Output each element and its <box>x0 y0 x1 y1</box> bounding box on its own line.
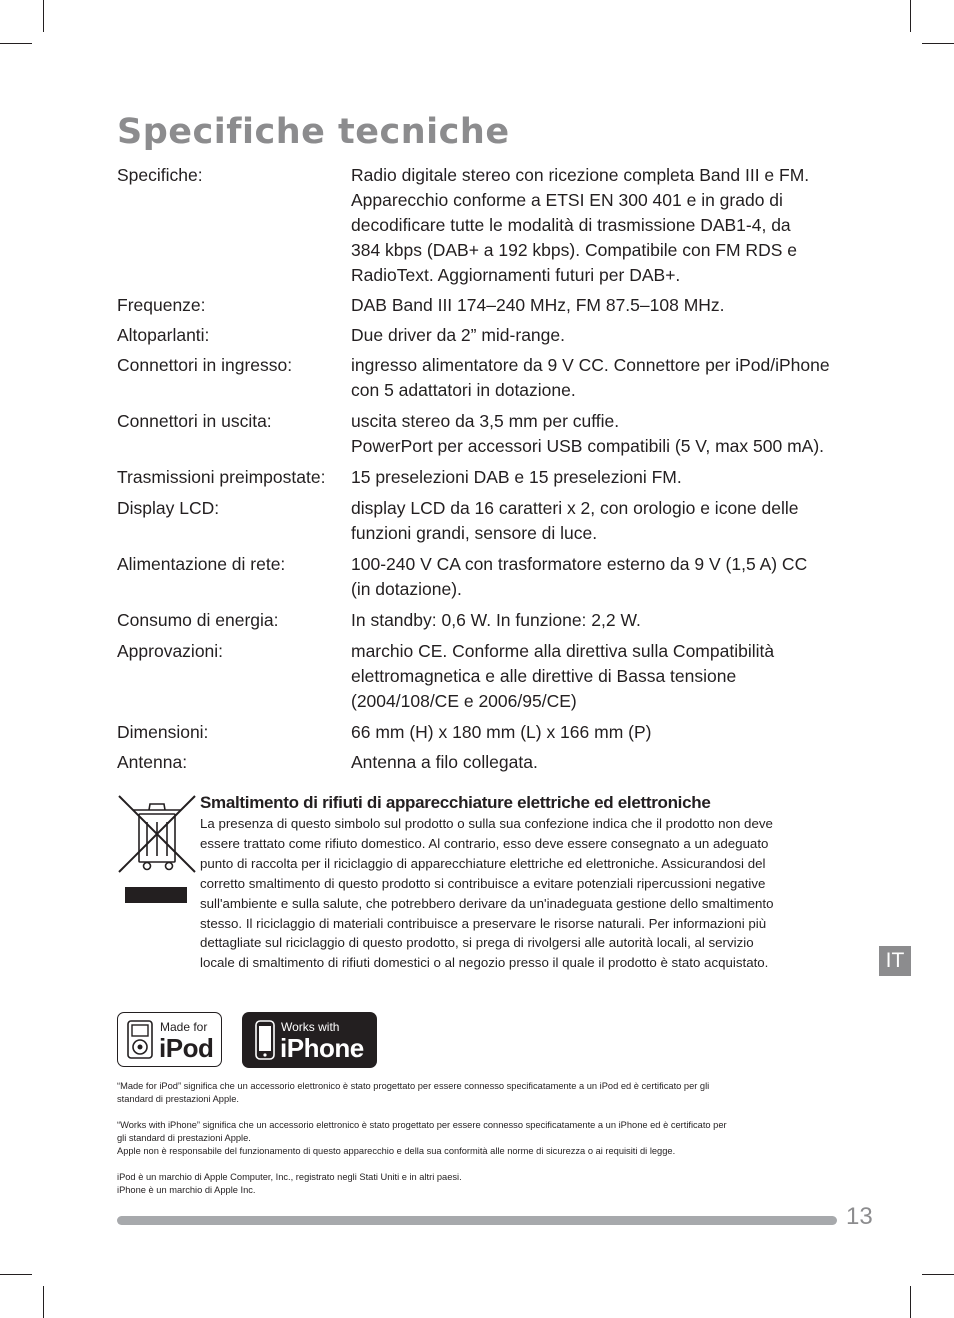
spec-line: decodificare tutte le modalità di trasmissione DAB1-4, da <box>351 215 791 235</box>
page-title: Specifiche tecniche <box>117 112 510 152</box>
spec-line: 100-240 V CA con trasformatore esterno da 9 V (1,5 A) CC <box>351 554 808 574</box>
spec-value <box>351 720 837 745</box>
crop-mark <box>0 1274 32 1275</box>
iphone-device-icon <box>255 1020 275 1060</box>
fine-print-line: “Works with iPhone” significa che un accessorio elettronico è stato progettato per essere connesso specificatamente a un iPhone ed è certificato per <box>117 1120 727 1130</box>
spec-line: uscita stereo da 3,5 mm per cuffie. <box>351 411 620 431</box>
spec-label: Antenna: <box>117 752 188 772</box>
spec-row <box>117 720 837 745</box>
spec-label: Connettori in ingresso: <box>117 355 293 375</box>
crop-mark <box>922 1274 954 1275</box>
spec-table <box>117 163 837 775</box>
spec-line: (in dotazione). <box>351 579 462 599</box>
language-tab: IT <box>879 946 911 976</box>
spec-value <box>351 750 837 775</box>
weee-line: stesso. Il riciclaggio di materiali contribuisce a preservare le risorse naturali. Per informazioni più <box>200 915 767 931</box>
spec-label: Specifiche: <box>117 165 203 185</box>
crop-mark <box>922 43 954 44</box>
spec-line: 15 preselezioni DAB e 15 preselezioni FM. <box>351 467 682 487</box>
spec-line: 66 mm (H) x 180 mm (L) x 166 mm (P) <box>351 722 652 742</box>
spec-value <box>351 163 837 288</box>
spec-line: Apparecchio conforme a ETSI EN 300 401 e in grado di <box>351 190 783 210</box>
spec-line: elettromagnetica e alle direttive di Bassa tensione <box>351 666 737 686</box>
spec-line: Radio digitale stereo con ricezione completa Band III e FM. <box>351 165 810 185</box>
weee-line: corretto smaltimento di questo prodotto si contribuisce a evitare potenziali ripercussioni negative <box>200 875 766 891</box>
fine-print <box>117 1080 837 1197</box>
spec-line: marchio CE. Conforme alla direttiva sulla Compatibilità <box>351 641 775 661</box>
spec-label: Trasmissioni preimpostate: <box>117 467 326 487</box>
spec-label: Altoparlanti: <box>117 325 210 345</box>
spec-value <box>351 293 837 318</box>
weee-line: locale di smaltimento di rifiuti domestici o al negozio presso il quale il prodotto è stato acquistato. <box>200 955 769 971</box>
spec-row <box>117 293 837 318</box>
spec-row <box>117 496 837 546</box>
weee-line: La presenza di questo simbolo sul prodotto o sulla sua confezione indica che il prodotto non deve <box>200 816 773 831</box>
spec-row <box>117 639 837 714</box>
crop-mark <box>0 43 32 44</box>
spec-line: Due driver da 2” mid-range. <box>351 325 565 345</box>
fine-print-line: iPhone è un marchio di Apple Inc. <box>117 1185 256 1195</box>
spec-label: Consumo di energia: <box>117 610 279 630</box>
spec-row <box>117 353 837 403</box>
spec-value <box>351 639 837 714</box>
crop-mark <box>43 0 44 32</box>
spec-line: 384 kbps (DAB+ a 192 kbps). Compatibile con FM RDS e <box>351 240 797 260</box>
spec-line: con 5 adattatori in dotazione. <box>351 380 576 400</box>
weee-line: essere trattato come rifiuto domestico. Al contrario, esso deve essere consegnato a un adeguato <box>200 835 769 851</box>
fine-print-line: gli standard di prestazioni Apple. <box>117 1133 251 1143</box>
spec-line: Antenna a filo collegata. <box>351 752 538 772</box>
spec-value <box>351 323 837 348</box>
weee-body <box>200 814 840 973</box>
crossed-out-bin-icon <box>117 792 197 912</box>
spec-label: Approvazioni: <box>117 641 224 661</box>
spec-value <box>351 409 837 459</box>
badge-big-text: iPod <box>159 1033 214 1063</box>
works-with-iphone-badge <box>242 1012 377 1068</box>
crop-mark <box>910 1286 911 1318</box>
spec-label: Connettori in uscita: <box>117 411 272 431</box>
fine-print-line: “Made for iPod” significa che un accessorio elettronico è stato progettato per essere connesso specificatamente a un iPod ed è certificato per gli <box>117 1081 710 1091</box>
spec-line: display LCD da 16 caratteri x 2, con orologio e icone delle <box>351 498 799 518</box>
fine-print-line: Apple non è responsabile del funzionamento di questo apparecchio e della sua conformità alle norme di sicurezza o ai requisiti di legge. <box>117 1146 676 1156</box>
spec-value <box>351 465 837 490</box>
ipod-device-icon <box>127 1020 153 1059</box>
spec-line: In standby: 0,6 W. In funzione: 2,2 W. <box>351 610 641 630</box>
weee-line: dettagliate sul riciclaggio di questo prodotto, si prega di rivolgersi alle autorità locali, al servizio <box>200 935 754 951</box>
spec-value <box>351 608 837 633</box>
spec-row <box>117 163 837 288</box>
spec-line: (2004/108/CE e 2006/95/CE) <box>351 691 577 711</box>
spec-line: RadioText. Aggiornamenti futuri per DAB+. <box>351 265 681 285</box>
spec-label: Display LCD: <box>117 498 220 518</box>
spec-label: Dimensioni: <box>117 722 209 742</box>
spec-label: Alimentazione di rete: <box>117 554 286 574</box>
spec-row <box>117 608 837 633</box>
weee-line: punto di raccolta per il riciclaggio di apparecchiature elettriche ed elettroniche. Assicurandosi del <box>200 855 766 871</box>
spec-row <box>117 323 837 348</box>
page-number: 13 <box>846 1203 873 1230</box>
fine-print-line: standard di prestazioni Apple. <box>117 1094 239 1104</box>
badge-small-text: Made for <box>160 1020 208 1034</box>
weee-heading: Smaltimento di rifiuti di apparecchiature elettriche ed elettroniche <box>200 793 711 812</box>
spec-line: DAB Band III 174–240 MHz, FM 87.5–108 MHz. <box>351 295 725 315</box>
footer-bar <box>117 1216 837 1225</box>
spec-label: Frequenze: <box>117 295 206 315</box>
spec-line: ingresso alimentatore da 9 V CC. Connettore per iPod/iPhone <box>351 355 830 375</box>
badge-small-text: Works with <box>281 1020 340 1034</box>
badge-big-text: iPhone <box>280 1033 364 1063</box>
fine-print-line: iPod è un marchio di Apple Computer, Inc., registrato negli Stati Uniti e in altri paesi. <box>117 1172 462 1182</box>
crop-mark <box>43 1286 44 1318</box>
spec-row <box>117 465 837 490</box>
spec-value <box>351 552 837 602</box>
weee-text <box>200 792 840 973</box>
spec-row <box>117 552 837 602</box>
made-for-ipod-badge <box>117 1012 222 1067</box>
spec-line: funzioni grandi, sensore di luce. <box>351 523 598 543</box>
weee-line: sull'ambiente e sulla salute, che potrebbero derivare da un'inadeguata gestione dello smaltimento <box>200 895 774 911</box>
crop-mark <box>910 0 911 32</box>
spec-value <box>351 496 837 546</box>
spec-line: PowerPort per accessori USB compatibili (5 V, max 500 mA). <box>351 436 825 456</box>
spec-row <box>117 409 837 459</box>
spec-value <box>351 353 837 403</box>
spec-row <box>117 750 837 775</box>
